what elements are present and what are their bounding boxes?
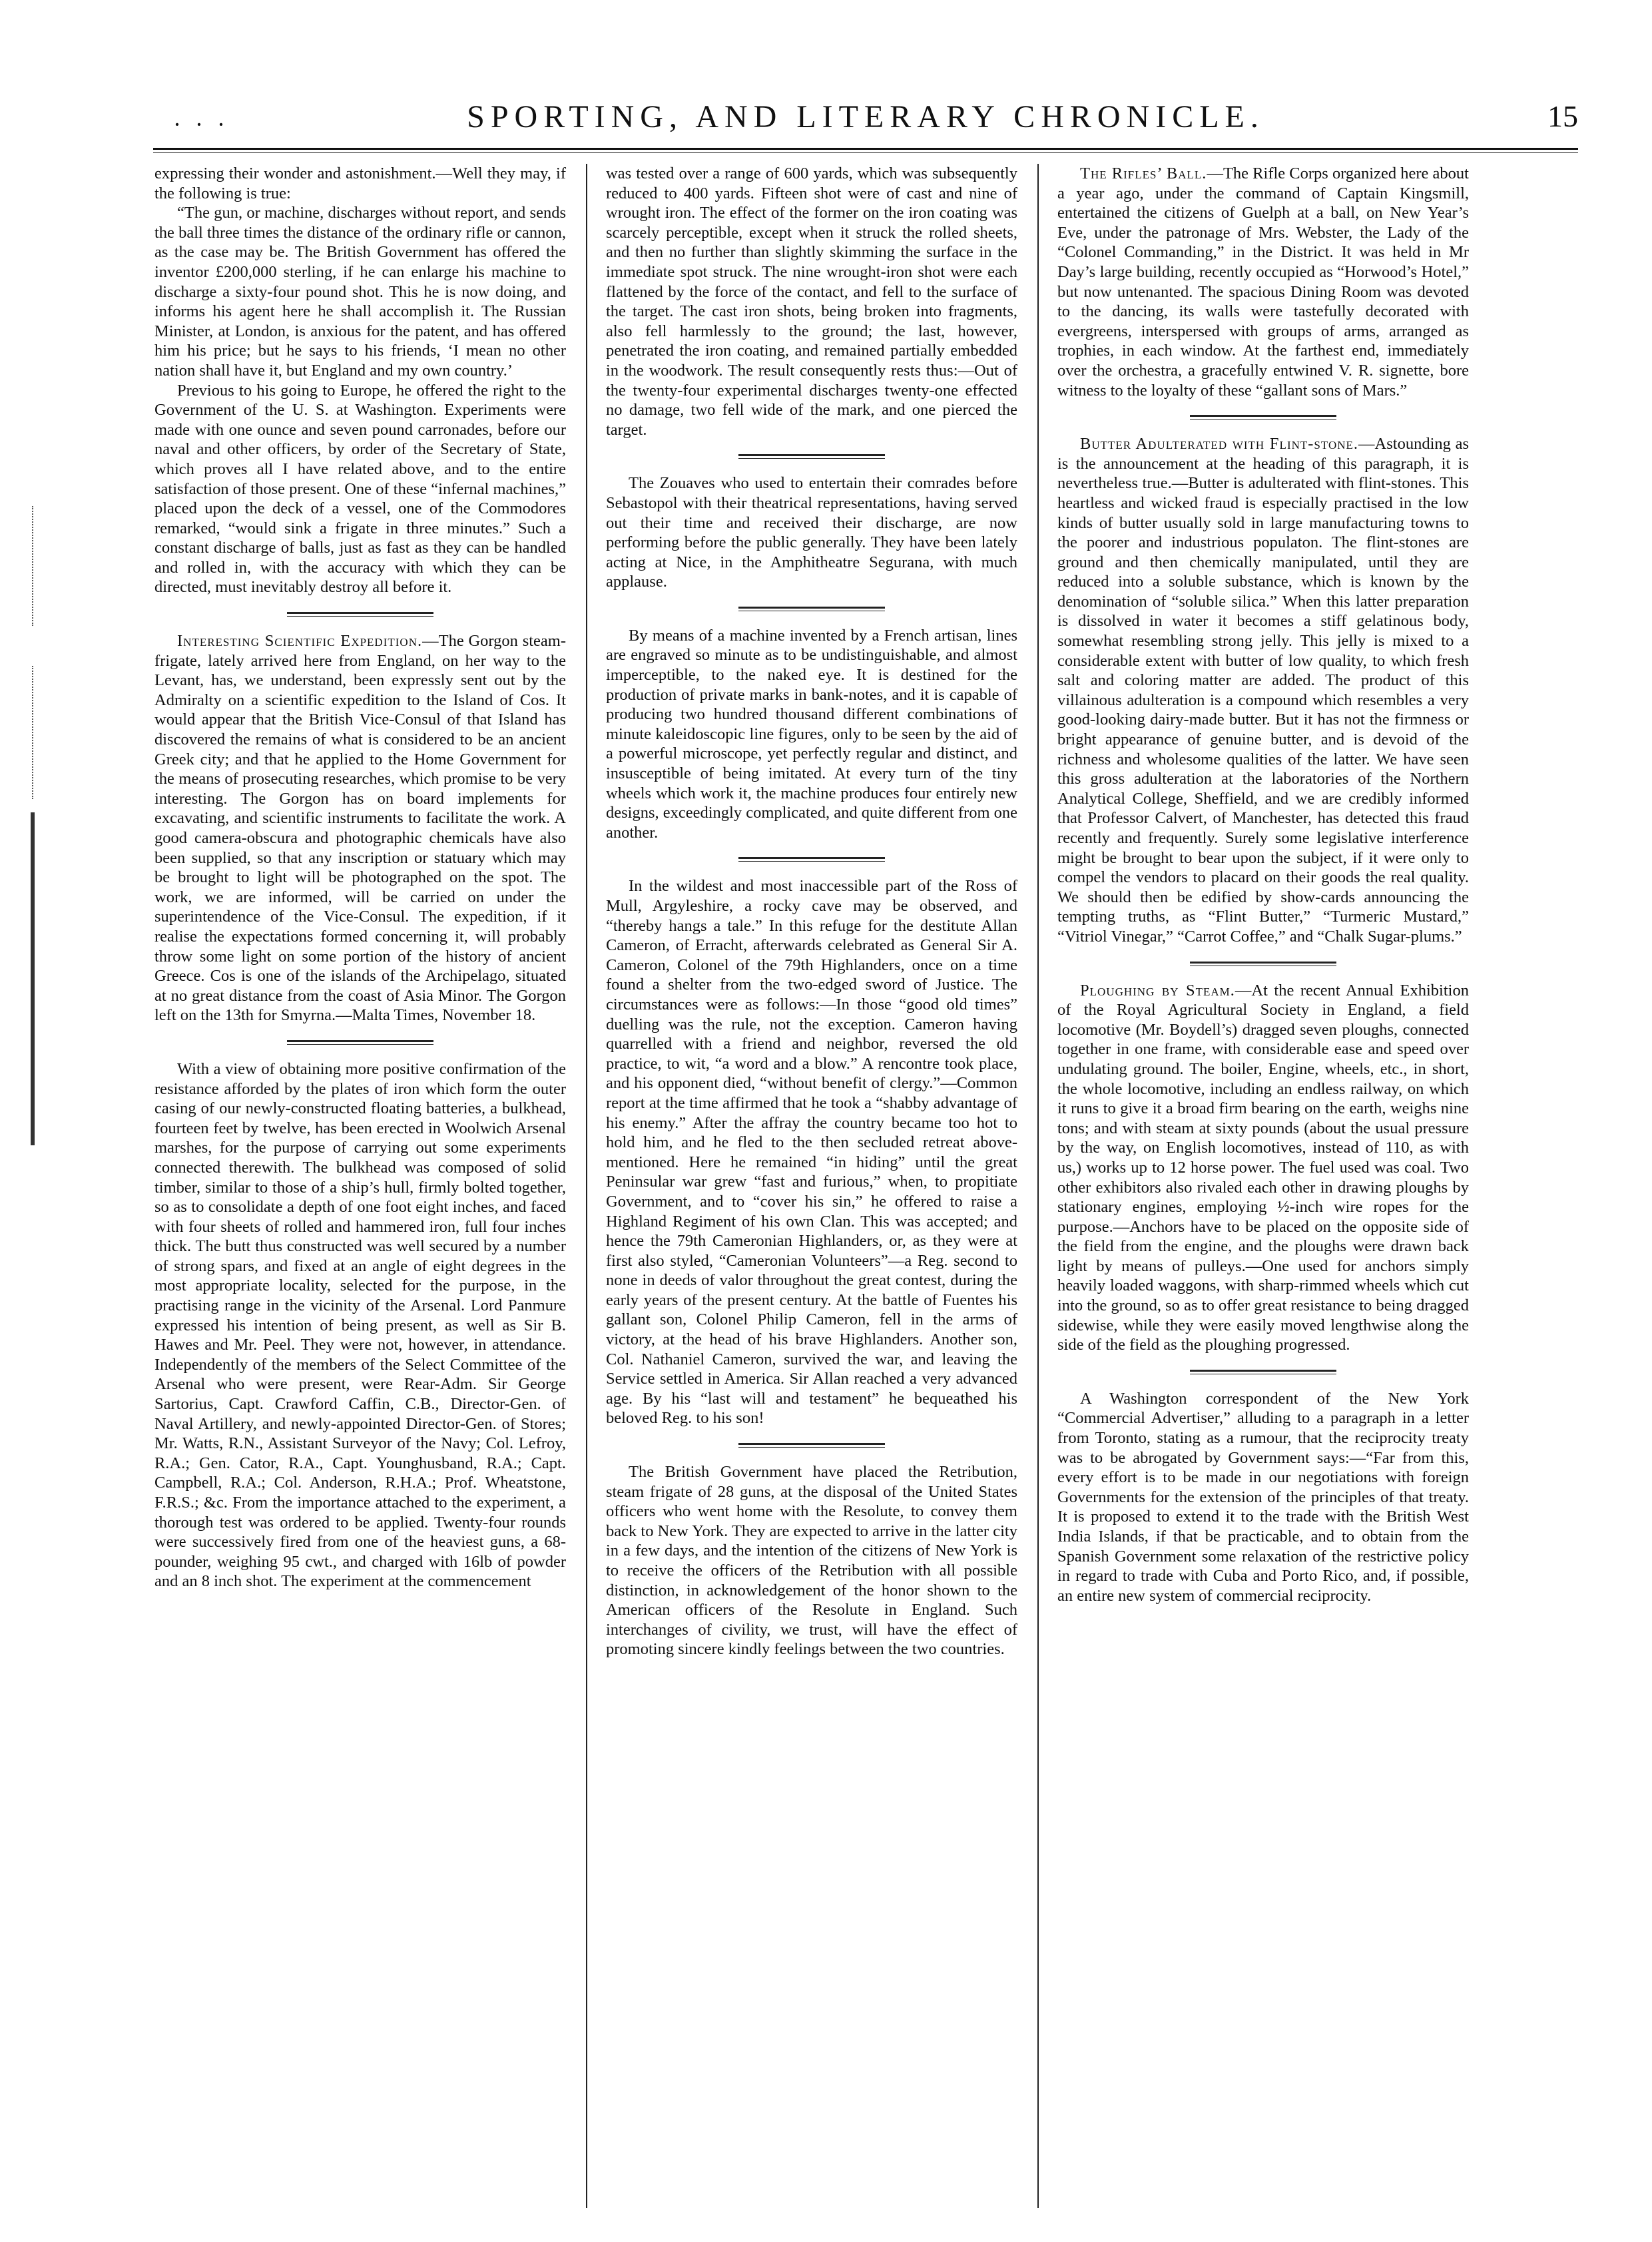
masthead: [153, 99, 1578, 139]
column-rule: [1037, 164, 1039, 2208]
article-text: A Washington correspondent of the New York “Commercial Advertiser,” alluding to a paragraph in a letter from Toronto, stating as a rumour, that the reciprocity treaty was to be abrogated by Government says:—“Far from this, every effort is to be made in our negotiations with foreign Governments for the extension of the principles of that treaty. It is proposed to extend it to the trade with the British West India Islands, if that be practicable, and to obtain from the Spanish Government some relaxation of the restrictive policy in regard to trade with Cuba and Porto Rico, and, if possible, an entire new system of commercial reciprocity.: [1057, 1389, 1469, 1605]
article-text: With a view of obtaining more positive confirmation of the resistance afforded by the plates of iron which form the outer casing of our newly-constructed floating batteries, a bulkhead, fourteen feet by twelve, has been erected in Woolwich Arsenal marshes, for the purpose of carrying out some experiments connected therewith. The bulkhead was composed of solid timber, similar to those of a ship’s hull, firmly bolted together, so as to consolidate a depth of one foot eight inches, and faced with four sheets of rolled and hammered iron, full four inches thick. The butt thus constructed was well secured by a number of strong spars, and fixed at an angle of eight degrees in the most appropriate locality, selected for the purpose, in the practising range in the vicinity of the Arsenal. Lord Panmure expressed his intention of being present, as well as Sir B. Hawes and Mr. Peel. They were not, however, in attendance. Independently of the members of the Select Committee of the Arsenal who were present, were Rear-Adm. Sir George Sartorius, Capt. Crawford Caffin, C.B., Director-Gen. of Naval Artillery, and newly-appointed Director-Gen. of Stores; Mr. Watts, R.N., Assistant Surveyor of the Navy; Col. Lefroy, R.A.; Gen. Cator, R.A., Capt. Younghusband, R.A.; Capt. Campbell, R.A.; Col. Anderson, R.H.A.; Prof. Wheatstone, F.R.S.; &c. From the importance attached to the experiment, a thorough test was ordered to be applied. Twenty-four rounds were successively fired from one of the heaviest guns, a 68-pounder, weighing 95 cwt., and charged with 16lb of powder and an 8 inch shot. The experiment at the commencement: [154, 1059, 566, 1591]
article-heading: Ploughing by Steam.: [1080, 981, 1235, 999]
article-heading: The Rifles’ Ball.: [1080, 164, 1207, 182]
column-1: [154, 164, 566, 1591]
article-separator: [738, 1443, 885, 1448]
article-separator: [287, 1040, 433, 1045]
page-number: 15: [1547, 99, 1578, 133]
article-text: —The Rifle Corps organized here about a year ago, under the command of Captain Kingsmill, entertained the citizens of Guelph at a ball, on New Year’s Eve, under the patronage of Mrs. Webster, the Lady of the “Colonel Commanding,” in the District. It was held in Mr Day’s large building, recently occupied as “Horwood’s Hotel,” but now untenanted. The spacious Dining Room was devoted to the dancing, its walls were tastefully decorated with evergreens, interspersed with groups of arms, arranged as trophies, in each window. At the farthest end, immediately over the orchestra, a gracefully entwined V. R. signette, bore witness to the loyalty of these “gallant sons of Mars.”: [1057, 164, 1469, 400]
column-3: [1057, 164, 1469, 1605]
column-rule: [586, 164, 587, 2208]
article-separator: [1190, 415, 1336, 420]
article-text: The Zouaves who used to entertain their comrades before Sebastopol with their theatrical representations, having served out their time and received their discharge, are now performing before the public generally. They have been lately acting at Nice, in the Amphitheatre Segurana, with much applause.: [606, 474, 1017, 591]
article-text: was tested over a range of 600 yards, which was subsequently reduced to 400 yards. Fifteen shot were of cast and nine of wrought iron. The effect of the former on the iron coating was scarcely perceptible, except when it struck the rolled sheets, and then no further than slightly skimming the surface in the immediate spot struck. The nine wrought-iron shot were each flattened by the force of the contact, and fell to the surface of the target. The cast iron shots, being broken into fragments, also fell harmlessly to the ground; the last, however, penetrated the iron coating, and remained partially embedded in the woodwork. The result consequently rests thus:—Out of the twenty-four experimental discharges twenty-one effected no damage, two fell wide of the mark, and one pierced the target.: [606, 164, 1017, 439]
article-text: The British Government have placed the Retribution, steam frigate of 28 guns, at the disposal of the United States officers who went home with the Resolute, to convey them back to New York. They are expected to arrive in the latter city in a few days, and the intention of the citizens of New York is to receive the officers of the Retribution with all possible distinction, in acknowledgement of the honor shown to the American officers of the Resolute in England. Such interchanges of civility, we trust, will have the effect of promoting sincere kindly feelings between the two countries.: [606, 1463, 1017, 1659]
article-expedition: [154, 631, 566, 1025]
article-ploughing: [1057, 981, 1469, 1355]
article-text: Previous to his going to Europe, he offered the right to the Government of the U. S. at Washington. Experiments were made with one ounce and seven pound carronades, before our naval and other officers, by order of the Secretary of State, which proves all I have related above, and to the entire satisfaction of those present. One of these “infernal machines,” placed upon the deck of a vessel, one of the Commodores remarked, “would sink a frigate in three minutes.” Such a constant discharge of balls, just as fast as they can be handled and rolled in, with the accuracy with which they can be directed, must inevitably destroy all before it.: [154, 381, 566, 597]
header-rule: [153, 148, 1578, 153]
column-2: [606, 164, 1017, 1659]
article-text: —The Gorgon steam-frigate, lately arrived here from England, on her way to the Levant, has, we understand, been expressly sent out by the Admiralty on a scientific expedition to the Island of Cos. It would appear that the British Vice-Consul of that Island has discovered the remains of what is considered to be an ancient Greek city; and that he applied to the Home Government for the means of prosecuting researches, which promise to be very interesting. The Gorgon has on board implements for excavating, and scientific instruments to facilitate the work. A good camera-obscura and photographic chemicals have also been supplied, so that any inscription or statuary which may be brought to light will be photographed on the spot. The work, we are informed, will be carried on under the superintendence of the Vice-Consul. The expedition, if it realise the expectations formed concerning it, will probably throw some light on some portion of the history of ancient Greece. Cos is one of the islands of the Archipelago, situated at no great distance from the coast of Asia Minor. The Gorgon left on the 13th for Smyrna.—Malta Times, November 18.: [154, 632, 566, 1025]
masthead-ornament: · · ·: [173, 111, 229, 138]
margin-mark: [31, 812, 35, 1145]
article-separator: [738, 607, 885, 611]
article-heading: Interesting Scientific Expedition.: [177, 632, 423, 651]
article-separator: [287, 612, 433, 617]
article-rifles-ball: [1057, 164, 1469, 400]
margin-mark: [32, 666, 36, 799]
article-separator: [1190, 1370, 1336, 1374]
article-heading: Butter Adulterated with Flint-stone.: [1080, 435, 1359, 453]
binding-marks: [27, 506, 47, 1172]
article-text: expressing their wonder and astonishment.—Well they may, if the following is true:: [154, 164, 566, 202]
masthead-title: SPORTING, AND LITERARY CHRONICLE.: [467, 99, 1264, 135]
article-text: —At the recent Annual Exhibition of the Royal Agricultural Society in England, a field locomotive (Mr. Boydell’s) dragged seven ploughs, connected together in one frame, with considerable ease and speed over undulating ground. The boiler, Engine, wheels, etc., in short, the whole locomotive, including an endless railway, on which it runs to give it a broad firm bearing on the earth, weighs nine tons; and with steam at sixty pounds (about the usual pressure by the way, on English locomotives, instead of 110, as with us,) works up to 12 horse power. The fuel used was coal. Two other exhibitors also rivaled each other in drawing ploughs by stationary engines, employing ½-inch wire ropes for the purpose.—Anchors have to be placed on the opposite side of the field from the engine, and the ploughs were drawn back light by means of pulleys.—One used for anchors simply heavily loaded waggons, with sharp-rimmed wheels which cut into the ground, so as to offer great resistance to being dragged sidewise, while they were easily moved lengthwise along the side of the field as the ploughing progressed.: [1057, 981, 1469, 1354]
article-butter: [1057, 434, 1469, 946]
margin-mark: [32, 506, 36, 626]
article-separator: [738, 454, 885, 459]
article-text: —Astounding as is the announcement at the heading of this paragraph, it is nevertheless true.—Butter is adulterated with flint-stones. This heartless and wicked fraud is especially practised in the low kinds of butter usually sold in large manufacturing towns to the poorer and industrious populaton. The flint-stones are ground and then chemically manipulated, until they are reduced into a soluble substance, which is known by the denomination of “soluble silica.” When this latter preparation is dissolved in water it becomes a stiff gelatinous body, somewhat resembling strong jelly. This jelly is mixed to a considerable extent with butter of low quality, to which fresh salt and coloring matter are added. The product of this villainous adulteration is a compound which resembles a very good-looking dairy-made butter. But it has not the firmness or bright appearance of genuine butter, and is devoid of the richness and wholesome qualities of the latter. We have seen this gross adulteration at the laboratories of the Northern Analytical College, Sheffield, and we are credibly informed that Professor Calvert, of Manchester, has detected this fraud recently and frequently. Surely some legislative interference might be brought to bear upon the subject, if it were only to compel the vendors to placard on their goods the real quality. We should then be edified by show-cards announcing the tempting truths, as “Flint Butter,” “Turmeric Mustard,” “Vitriol Vinegar,” “Carrot Coffee,” and “Chalk Sugar-plums.”: [1057, 435, 1470, 946]
article-text: By means of a machine invented by a French artisan, lines are engraved so minute as to be undistinguishable, and almost imperceptible, to the naked eye. It is destined for the production of private marks in bank-notes, and it is capable of producing two hundred thousand different combinations of minute kaleidoscopic line figures, only to be seen by the aid of a powerful microscope, yet perfectly regular and distinct, and insusceptible of being imitated. At every turn of the tiny wheels which work it, the machine produces four entirely new designs, exceedingly complicated, and quite different from one another.: [606, 626, 1017, 842]
article-separator: [1190, 962, 1336, 966]
article-text: “The gun, or machine, discharges without report, and sends the ball three times the distance of the ordinary rifle or cannon, as the case may be. The British Government has offered the inventor £200,000 sterling, if he can enlarge his machine to discharge a sixty-four pound shot. This he is now doing, and informs his agent here he shall accomplish it. The Russian Minister, at London, is anxious for the patent, and has offered him his price; but he says to his friends, ‘I mean no other nation shall have it, but England and my own country.’: [154, 204, 566, 380]
article-text: In the wildest and most inaccessible part of the Ross of Mull, Argyleshire, a rocky cave may be observed, and “thereby hangs a tale.” In this refuge for the destitute Allan Cameron, of Erracht, afterwards celebrated as General Sir A. Cameron, Colonel of the 79th Highlanders, once on a time found a shelter from the two-edged sword of Justice. The circumstances were as follows:—In those “good old times” duelling was the rule, not the exception. Cameron having quarrelled with a friend and neighbor, reversed the old practice, to wit, “a word and a blow.” A rencontre took place, and his opponent died, “without benefit of clergy.”—Common report at the time affirmed that he took a “shabby advantage of his enemy.” After the affray the country became too hot to hold him, and he fled to the then secluded retreat above-mentioned. Here he remained “in hiding” until the great Peninsular war grew “fast and furious,” when, to propitiate Government, and to “cover his sin,” he offered to raise a Highland Regiment of his own Clan. This was accepted; and hence the 79th Cameronian Highlanders, or, as they were at first also styled, “Cameronian Volunteers”—a Reg. second to none in deeds of valor throughout the great contest, during the early years of the present century. At the battle of Fuentes his gallant son, Colonel Philip Cameron, fell in the arms of victory, at the head of his brave Highlanders. Another son, Col. Nathaniel Cameron, survived the war, and leaving the Service settled in America. Sir Allan reached a very advanced age. By his “last will and testament” he bequeathed his beloved Reg. to his son!: [606, 877, 1017, 1428]
article-separator: [738, 857, 885, 862]
